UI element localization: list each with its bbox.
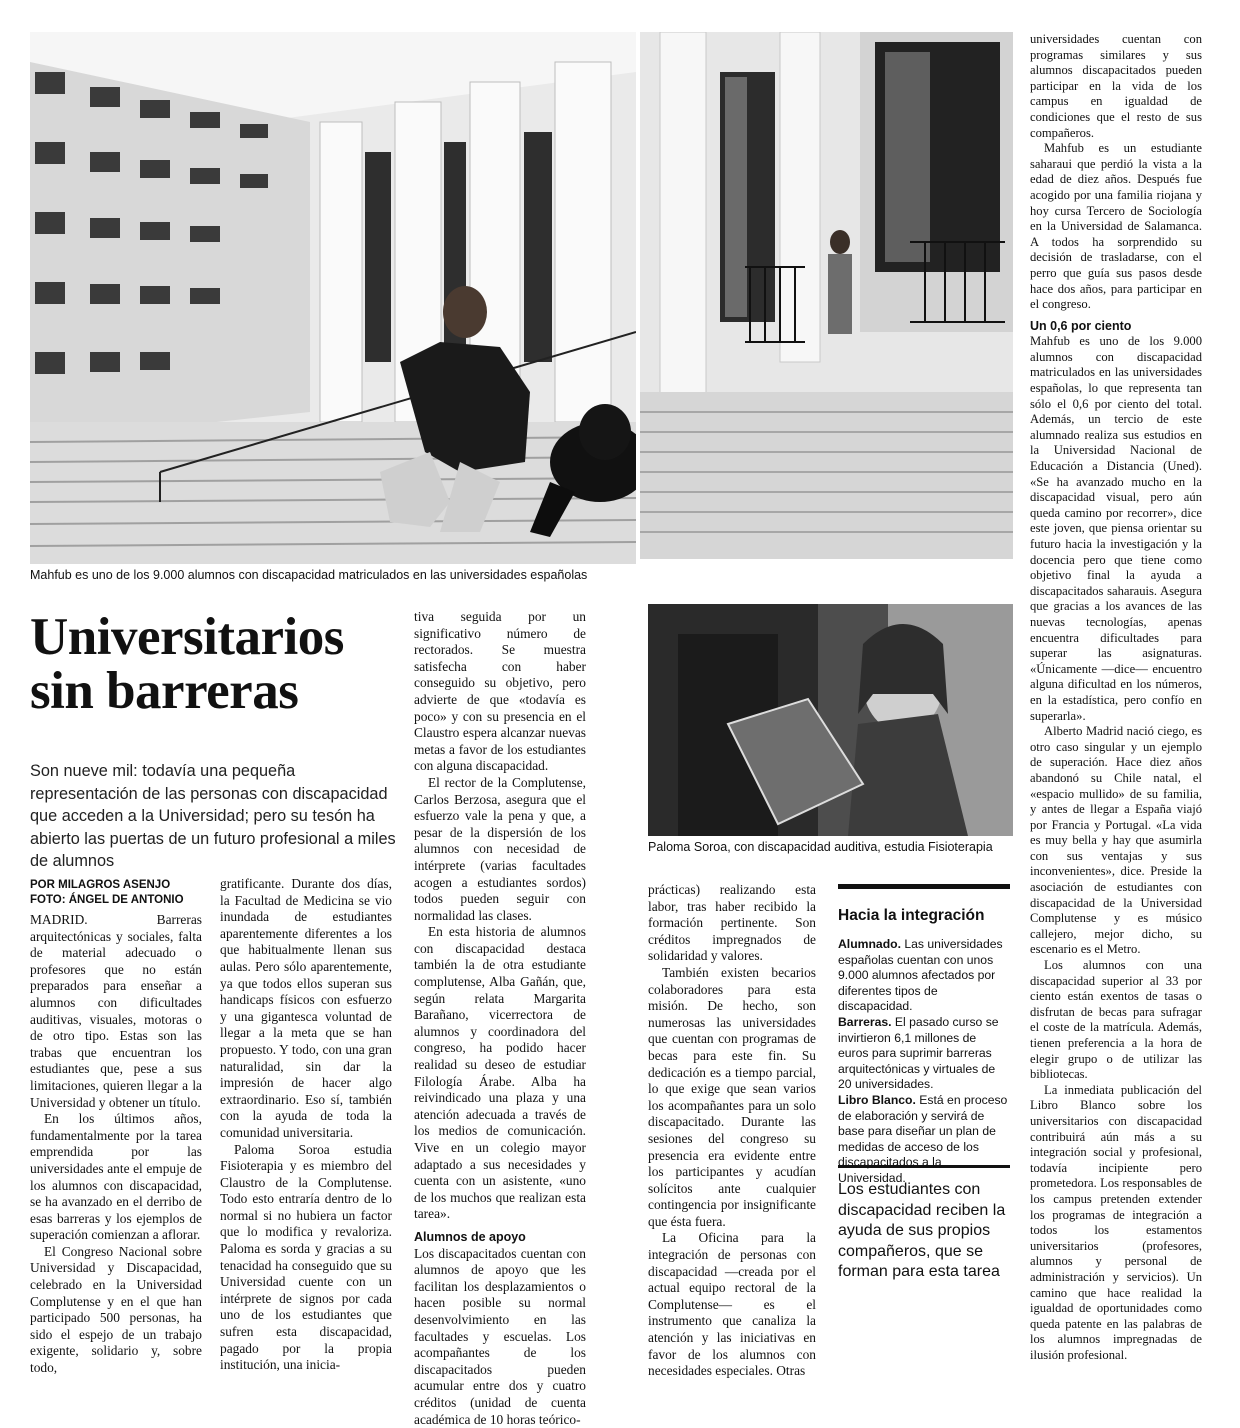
article-column-1	[30, 912, 202, 1377]
pull-quote: Los estudiantes con discapacidad reciben la ayuda de sus propios compañeros, que se forman para esta tarea	[838, 1165, 1010, 1283]
sidebar-item-label: Alumnado.	[838, 937, 901, 951]
article-column-3	[414, 609, 586, 1428]
article-column-4	[648, 882, 816, 1380]
article-column-2	[220, 876, 392, 1374]
paragraph: Mahfub es un estudiante saharaui que perdió la vista a la edad de diez años. Después fue acogido por una familia riojana y hoy cursa Tercero de Sociología en la Universidad de Salamanca. A todos ha sorprendido su decisión de trasladarse, con el perro que guía sus pasos desde hace dos años, para participar en el congreso.	[1030, 141, 1202, 312]
paragraph: La Oficina para la integración de personas con discapacidad —creada por el actual equipo rectoral de la Complutense— es el instrumento que canaliza la atención y las iniciativas en favor de los alumnos con necesidades especiales. Otras	[648, 1230, 816, 1379]
paragraph: universidades cuentan con programas similares y sus alumnos discapacitados pueden participar en la vida de los campus en igualdad de condiciones que el resto de sus compañeros.	[1030, 32, 1202, 140]
paloma-photo	[648, 604, 1013, 836]
byline	[30, 878, 184, 908]
byline-photo-credit: FOTO: ÁNGEL DE ANTONIO	[30, 894, 184, 906]
subhead-alumnos-de-apoyo: Alumnos de apoyo	[414, 1229, 526, 1244]
paragraph: Los alumnos con una discapacidad superior al 33 por ciento están exentos de tasas o disfrutan de becas para sufragar el coste de la matrícula. Además, tienen preferencia a la hora de elegir grupo o de utilizar las bibliotecas.	[1030, 958, 1202, 1082]
paloma-photo-caption: Paloma Soroa, con discapacidad auditiva, estudia Fisioterapia	[648, 840, 993, 854]
sidebar-item-label: Barreras.	[838, 1014, 892, 1029]
paragraph: Paloma Soroa estudia Fisioterapia y es miembro del Claustro de la Complutense. Todo esto entraría dentro de lo normal si no hubiera un factor que lo modifica y revaloriza. Paloma es sorda y gracias a su tenacidad ha conseguido que su Universidad cuente con un intérprete de signos por cada uno de los estudiantes que sufren esta discapacidad, pagado por la propia institución, una inicia-	[220, 1141, 392, 1373]
headline-line-2: sin barreras	[30, 662, 299, 720]
byline-author: POR MILAGROS ASENJO	[30, 879, 171, 891]
headline-line-1: Universitarios	[30, 608, 344, 666]
paragraph: tiva seguida por un significativo número de rectorados. Se muestra satisfecha con haber conseguido su objetivo, pero advierte de que «todavía es poco» y con su presencia en el Claustro espera alcanzar nuevas metas a favor de los estudiantes con alguna discapacidad.	[414, 609, 586, 774]
sidebar-item-text: Las universidades españolas cuentan con unos 9.000 alumnos afectados por diferentes tipos de discapacidad.	[838, 937, 1003, 1014]
paragraph: gratificante. Durante dos días, la Facultad de Medicina se vio inundada de estudiantes aparentemente diferentes a los que habitualmente llenan sus aulas. Pero sólo aparentemente, ya que todos ellos superan sus handicaps físicos con esfuerzo y una gigantesca voluntad de llegar a la meta que se han propuesto. Y todo, con una gran naturalidad, sin dar la impresión de hacer algo extraordinario. Eso sí, también con la ayuda de toda la comunidad universitaria.	[220, 876, 392, 1140]
sidebar-item-label: Libro Blanco.	[838, 1092, 916, 1107]
building-photo	[640, 32, 1013, 559]
sidebar-item-text: El pasado curso se invirtieron 6,1 millones de euros para suprimir barreras arquitectónicas y virtuales de 20 universidades.	[838, 1014, 999, 1092]
paragraph: prácticas) realizando esta labor, tras haber recibido la formación pertinente. Son créditos impregnados de solidaridad y valores.	[648, 882, 816, 964]
sidebar-title: Hacia la integración	[838, 907, 985, 924]
paragraph: El Congreso Nacional sobre Universidad y Discapacidad, celebrado en la Universidad Complutense y en el que han participado 500 personas, ha sido el espejo de un trabajo exigente, solidario y, sobre todo,	[30, 1243, 202, 1376]
paragraph: En los últimos años, fundamentalmente por la tarea emprendida por las universidades ante el empuje de los alumnos con discapacidad, se ha avanzado en el derribo de esas barreras y los ejemplos de superación comienzan a aflorar.	[30, 1111, 202, 1243]
sidebar-item	[838, 937, 1010, 1015]
sidebar-item-text: Está en proceso de elaboración y servirá de base para diseñar un plan de medidas de acceso de los discapacitados a la Universidad.	[838, 1092, 1008, 1185]
sidebar-item	[838, 1015, 1010, 1093]
paragraph: El rector de la Complutense, Carlos Berzosa, asegura que el esfuerzo vale la pena y que, a pesar de la dispersión de los alumnos con necesidad de intérprete (varias facultades acogen a estudiantes sordos) todos pueden seguir con normalidad las clases.	[414, 774, 586, 923]
headline	[30, 610, 400, 718]
subhead-un-06-por-ciento: Un 0,6 por ciento	[1030, 318, 1132, 333]
main-photo-illustration	[30, 32, 636, 564]
paloma-photo-illustration	[648, 604, 1013, 836]
paragraph: Mahfub es uno de los 9.000 alumnos con discapacidad matriculados en las universidades españolas, lo que representa tan sólo el 0,6 por ciento del total. Además, un tercio de este alumnado realiza sus estudios en la Universidad Nacional de Educación a Distancia (Uned). «Se ha avanzado mucho en la discapacidad visual, pero aún queda camino por recorrer», dice este joven, que piensa orientar su futuro hacia la investigación y la docencia pero que tiene como objetivo final la ayuda a discapacitados saharauis. Asegura que gracias a los avances de las nuevas tecnologías, apenas encuentra dificultades para superar las asignaturas. «Únicamente —dice— encuentro alguna dificultad en los números, en la estadística, pero confío en superarla».	[1030, 334, 1202, 723]
building-photo-illustration	[640, 32, 1013, 559]
article-column-5	[1030, 32, 1202, 1363]
paragraph: También existen becarios colaboradores para esta misión. De hecho, son numerosas las universidades que cuentan con programas de becas para este fin. Su dedicación es a tiempo parcial, lo que exige que sean varios los acompañantes para un solo discapacitado. Durante las sesiones del congreso su presencia era evidente entre los participantes y acudían solícitos ante cualquier contingencia por insignificante que ésta fuera.	[648, 964, 816, 1229]
paragraph: En esta historia de alumnos con discapacidad destaca también la de otra estudiante complutense, Alba Gañán, que, según relata Margarita Barañano, vicerrectora de alumnos y coordinadora del congreso, ha podido hacer realidad su deseo de estudiar Filología Árabe. Alba ha reivindicado una plaza y una atención adecuada a través de los medios de comunicación. Vive en un colegio mayor adaptado a sus necesidades y cuenta con un asistente, «uno de los muchos que realizan esta tarea».	[414, 924, 586, 1222]
paragraph: MADRID. Barreras arquitectónicas y sociales, falta de material adecuado o profesores que no están preparados para enseñar a alumnos con dificultades auditivas, visuales, motoras o de otro tipo. Estas son las trabas que encuentran los estudiantes que, pese a sus limitaciones, quieren llegar a la Universidad y obtener un título.	[30, 912, 202, 1110]
paragraph: Los discapacitados cuentan con alumnos de apoyo que les facilitan los desplazamientos o hacen posible su normal desenvolvimiento en las facultades y escuelas. Los acompañantes de los discapacitados pueden acumular entre dos y cuatro créditos (unidad de cuenta académica de 10 horas teórico-	[414, 1245, 586, 1427]
paragraph: Alberto Madrid nació ciego, es otro caso singular y un ejemplo de superación. Hace diez años abandonó su Chile natal, el «espacio mullido» de su familia, y antes de llegar a España viajó por Francia y Portugal. «La vida es muy bella y hay que asumirla con sus ventajas y sus inconvenientes», dice. Preside la asociación de estudiantes con discapacidad de la Universidad Complutense y es músico callejero, mejor dicho, su escenario es el Metro.	[1030, 724, 1202, 957]
main-photo-caption: Mahfub es uno de los 9.000 alumnos con discapacidad matriculados en las universidades españolas	[30, 568, 588, 582]
sidebar-hacia-la-integracion	[838, 884, 1010, 1187]
paragraph: La inmediata publicación del Libro Blanco sobre los universitarios con discapacidad contribuirá aún más a su integración social y profesional, todavía incipiente pero prometedora. Los responsables de los campus pretenden extender los programas de integración a todos los estamentos universitarios (profesores, alumnos y personal de administración y servicios). Un camino que hace realidad la igualdad de oportunidades como queda patente en las palabras de los alumnos impregnadas de ilusión profesional.	[1030, 1082, 1202, 1362]
article-deck: Son nueve mil: todavía una pequeña representación de las personas con discapacidad que acceden a la Universidad; pero su tesón ha abierto las puertas de un futuro profesional a miles de alumnos	[30, 762, 396, 871]
main-photo	[30, 32, 636, 564]
